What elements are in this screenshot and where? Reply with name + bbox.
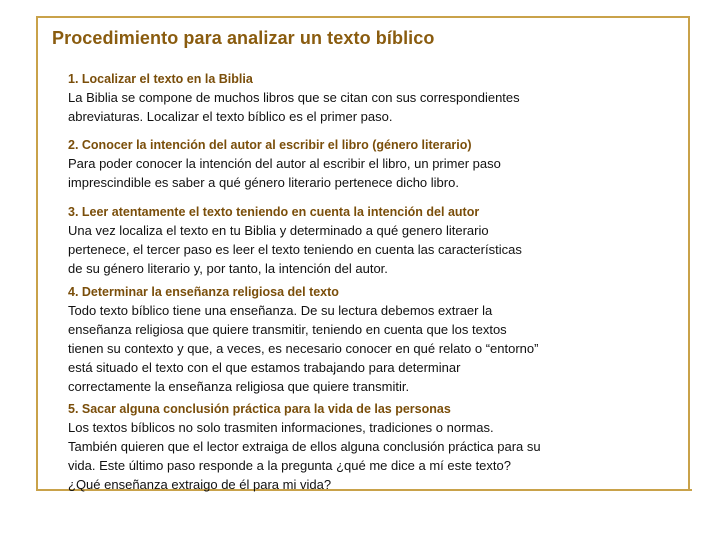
step-4 xyxy=(68,283,608,396)
step-3 xyxy=(68,203,608,278)
step-2-heading: 2. Conocer la intención del autor al escribir el libro (género literario) xyxy=(68,138,472,152)
frame-left-rule xyxy=(36,16,38,491)
step-1-body: La Biblia se compone de muchos libros que se citan con sus correspondientes abreviaturas. Localizar el texto bíblico es el primer paso. xyxy=(68,90,520,124)
step-2 xyxy=(68,136,608,192)
step-3-heading: 3. Leer atentamente el texto teniendo en cuenta la intención del autor xyxy=(68,205,480,219)
step-4-body: Todo texto bíblico tiene una enseñanza. De su lectura debemos extraer la enseñanza religiosa que quiere transmitir, teniendo en cuenta que los textos tienen su contexto y que, a veces, es necesario conocer en qué relato o “entorno” está situado el texto con el que estamos trabajando para determinar correctamente la enseñanza religiosa que quiere transmitir. xyxy=(68,303,539,394)
step-1-heading: 1. Localizar el texto en la Biblia xyxy=(68,72,253,86)
frame-right-rule xyxy=(688,16,690,491)
page-title: Procedimiento para analizar un texto bíblico xyxy=(52,28,435,48)
step-2-body: Para poder conocer la intención del autor al escribir el libro, un primer paso imprescindible es saber a qué género literario pertenece dicho libro. xyxy=(68,156,501,190)
step-1 xyxy=(68,70,608,126)
frame-top-rule xyxy=(36,16,688,18)
step-5-heading: 5. Sacar alguna conclusión práctica para la vida de las personas xyxy=(68,402,451,416)
step-5 xyxy=(68,400,608,494)
step-3-body: Una vez localiza el texto en tu Biblia y determinado a qué genero literario pertenece, el tercer paso es leer el texto teniendo en cuenta las características de su género literario y, por tanto, la intención del autor. xyxy=(68,223,522,276)
step-5-body: Los textos bíblicos no solo trasmiten informaciones, tradiciones o normas. También quieren que el lector extraiga de ellos alguna conclusión práctica para su vida. Este último paso responde a la pregunta ¿qué me dice a mí este texto? ¿Qué enseñanza extraigo de él para mi vida? xyxy=(68,420,541,492)
step-4-heading: 4. Determinar la enseñanza religiosa del texto xyxy=(68,285,339,299)
